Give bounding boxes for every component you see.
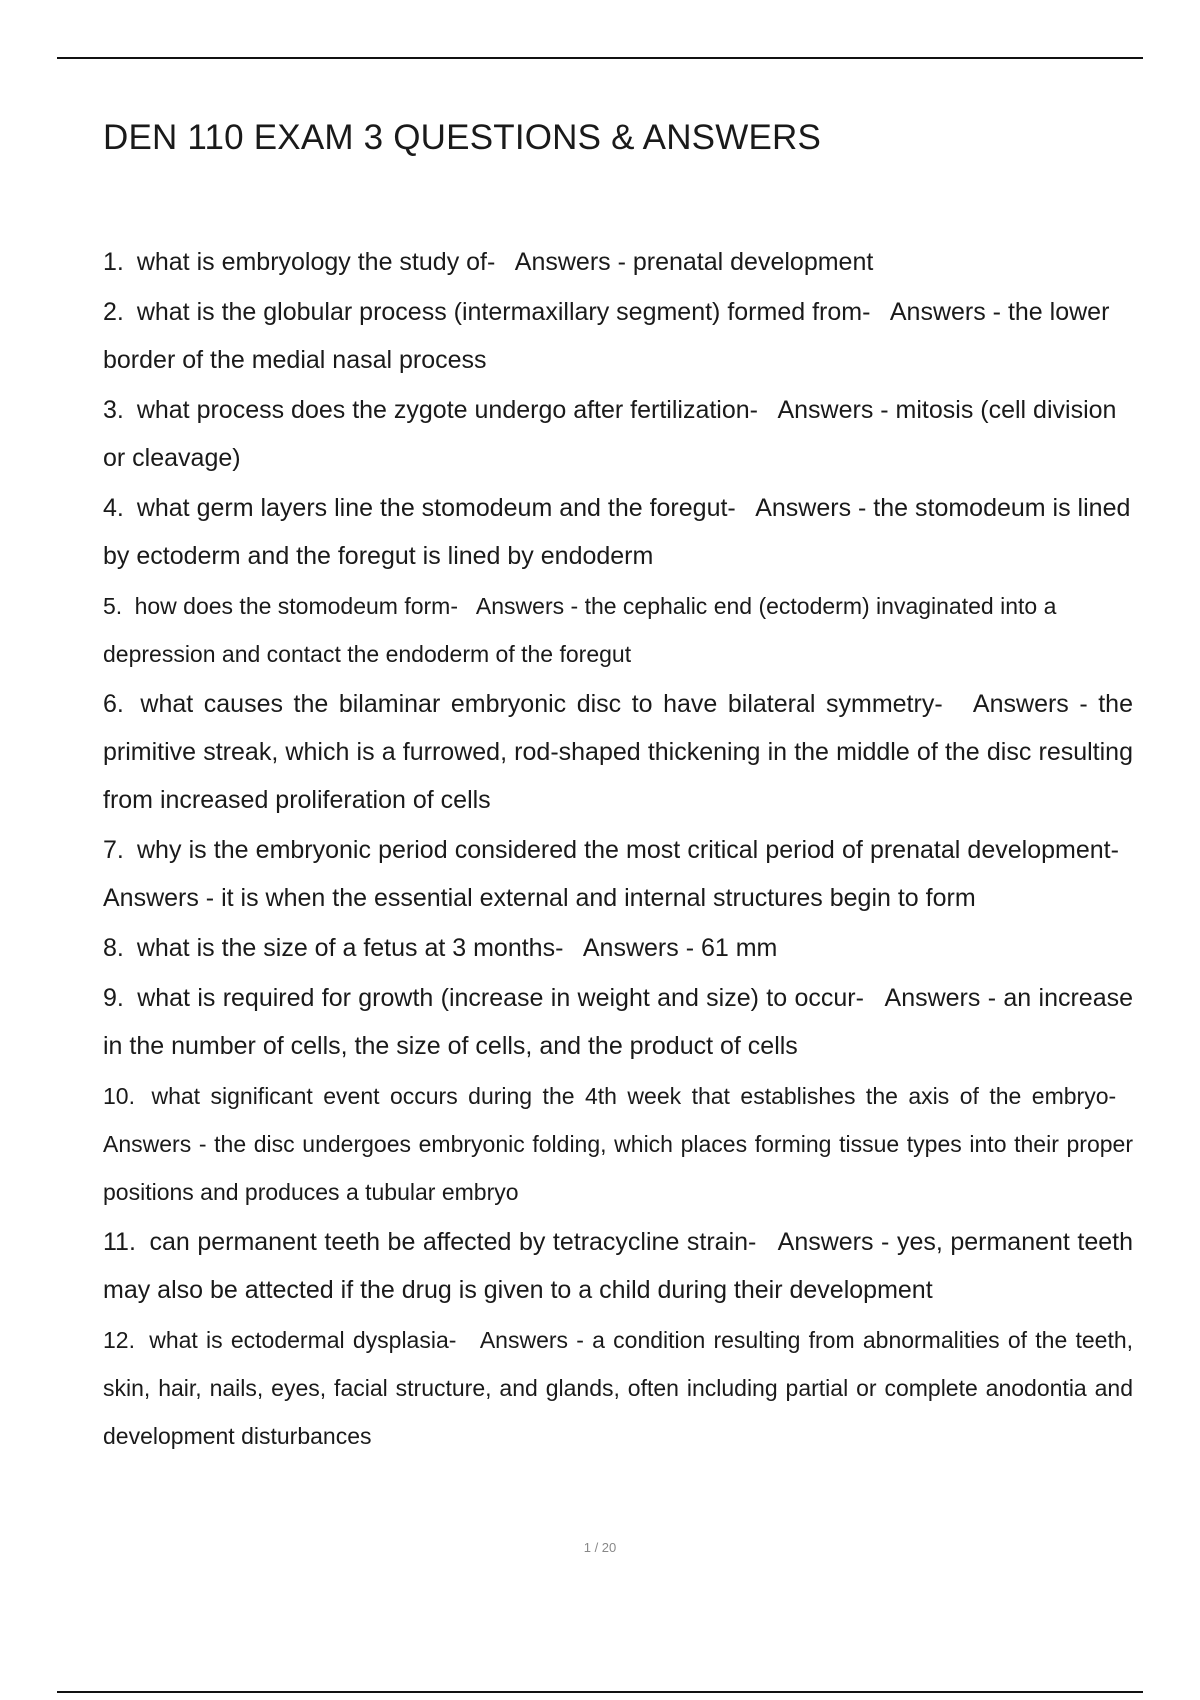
qa-item-2 — [103, 288, 1133, 384]
qa-answer: the cephalic end (ectoderm) invaginated into a depression and contact the endoderm of the foregut — [103, 593, 1057, 667]
qa-item-7 — [103, 826, 1133, 922]
qa-item-4 — [103, 484, 1133, 580]
qa-answer: a condition resulting from abnormalities of the teeth, skin, hair, nails, eyes, facial structure, and glands, often including partial or complete anodontia and development disturbances — [103, 1327, 1134, 1449]
qa-list — [103, 238, 1133, 1462]
qa-answer: the disc undergoes embryonic folding, which places forming tissue types into their proper positions and produces a tubular embryo — [103, 1131, 1133, 1205]
answer-label: Answers - — [464, 593, 585, 619]
qa-answer: the primitive streak, which is a furrowed, rod-shaped thickening in the middle of the disc resulting from increased proliferation of cells — [103, 690, 1133, 814]
qa-item-9 — [103, 974, 1133, 1070]
qa-question: what is embryology the study of- — [136, 248, 496, 276]
qa-question: what is the globular process (intermaxillary segment) formed from- — [136, 298, 871, 326]
qa-answer: the lower border of the medial nasal process — [103, 298, 1110, 374]
qa-question: what significant event occurs during the 4th week that establishes the axis of the embryo- — [151, 1083, 1117, 1109]
qa-answer: 61 mm — [700, 934, 778, 962]
answer-label: Answers - — [464, 1327, 593, 1353]
qa-number: 8. — [103, 934, 124, 962]
qa-number: 1. — [103, 248, 124, 276]
qa-number: 7. — [103, 836, 124, 864]
qa-answer: prenatal development — [632, 248, 874, 276]
bottom-rule — [57, 1691, 1143, 1693]
answer-label: Answers - — [570, 934, 701, 962]
qa-answer: an increase in the number of cells, the size of cells, and the product of cells — [103, 984, 1134, 1060]
qa-item-1 — [103, 238, 1133, 286]
qa-question: what is required for growth (increase in weight and size) to occur- — [137, 984, 864, 1012]
answer-label: Answers - — [763, 1228, 897, 1256]
qa-answer: yes, permanent teeth may also be attected if the drug is given to a child during their development — [103, 1228, 1134, 1304]
top-rule — [57, 57, 1143, 59]
qa-number: 11. — [103, 1228, 136, 1256]
qa-number: 2. — [103, 298, 124, 326]
answer-label: Answers - — [103, 1083, 1134, 1157]
qa-number: 10. — [103, 1083, 135, 1109]
qa-item-5 — [103, 582, 1133, 678]
qa-question: what causes the bilaminar embryonic disc to have bilateral symmetry- — [140, 690, 943, 718]
qa-question: what process does the zygote undergo after fertilization- — [136, 396, 758, 424]
answer-label: Answers - — [877, 298, 1008, 326]
answer-label: Answers - — [502, 248, 633, 276]
qa-number: 9. — [103, 984, 124, 1012]
answer-label: Answers - — [764, 396, 896, 424]
qa-number: 5. — [103, 593, 123, 619]
page-indicator: 1 / 20 — [583, 1540, 617, 1555]
qa-question: why is the embryonic period considered the most critical period of prenatal development- — [137, 836, 1119, 864]
answer-label: Answers - — [103, 836, 1133, 912]
qa-answer: it is when the essential external and internal structures begin to form — [221, 884, 976, 912]
qa-item-8 — [103, 924, 1133, 972]
qa-item-3 — [103, 386, 1133, 482]
qa-answer: mitosis (cell division or cleavage) — [103, 396, 1117, 472]
qa-question: how does the stomodeum form- — [134, 593, 459, 619]
qa-item-11 — [103, 1218, 1133, 1314]
answer-label: Answers - — [953, 690, 1099, 718]
answer-label: Answers - — [742, 494, 874, 522]
qa-question: what is the size of a fetus at 3 months- — [136, 934, 564, 962]
qa-question: can permanent teeth be affected by tetracycline strain- — [149, 1228, 757, 1256]
qa-number: 4. — [103, 494, 124, 522]
document-title: DEN 110 EXAM 3 QUESTIONS & ANSWERS — [103, 118, 822, 157]
qa-answer: the stomodeum is lined by ectoderm and the foregut is lined by endoderm — [103, 494, 1131, 570]
qa-item-12 — [103, 1316, 1133, 1460]
qa-question: what germ layers line the stomodeum and the foregut- — [136, 494, 736, 522]
answer-label: Answers - — [871, 984, 1004, 1012]
qa-number: 3. — [103, 396, 124, 424]
qa-item-10 — [103, 1072, 1133, 1216]
qa-number: 6. — [103, 690, 124, 718]
qa-number: 12. — [103, 1327, 135, 1353]
qa-question: what is ectodermal dysplasia- — [149, 1327, 457, 1353]
qa-item-6 — [103, 680, 1133, 824]
